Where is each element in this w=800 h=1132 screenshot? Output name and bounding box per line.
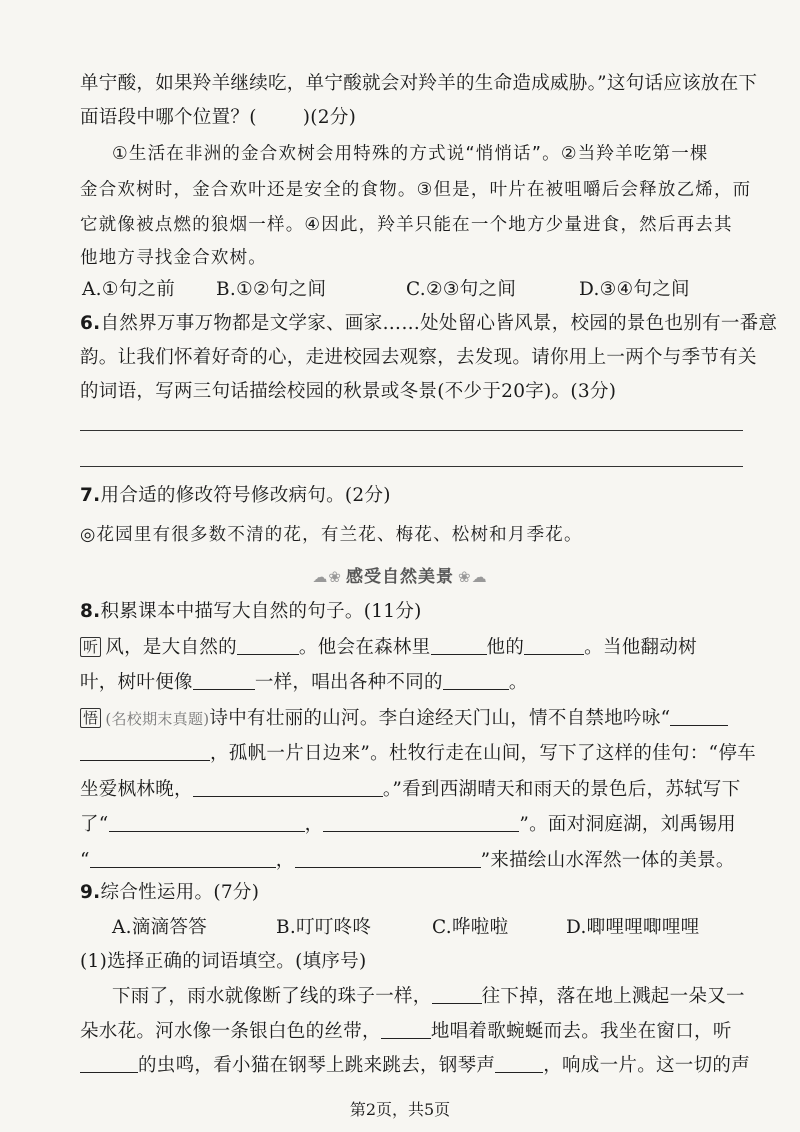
q9-option-d: D.唧哩哩唧哩哩	[566, 917, 700, 938]
blank[interactable]	[80, 1054, 138, 1073]
cloud-left-icon: ☁❀	[312, 568, 342, 586]
q9-para-line-2	[80, 1020, 732, 1044]
q5-line-1: 单宁酸，如果羚羊继续吃，单宁酸就会对羚羊的生命造成威胁。”这句话应该放在下	[80, 73, 758, 94]
exam-source-tag: (名校期末真题)	[105, 710, 210, 728]
q8-wu-line-2	[80, 742, 756, 766]
q8-w4c: ”。面对洞庭湖，刘禹锡用	[519, 814, 736, 835]
q6-answer-line-1[interactable]	[80, 430, 743, 431]
q5-passage-line-4: 他地方寻找金合欢树。	[80, 248, 267, 268]
q7-sentence: ◎花园里有很多数不清的花，有兰花、梅花、松树和月季花。	[80, 525, 583, 545]
q6-line-1	[80, 312, 777, 336]
blank[interactable]	[80, 742, 210, 761]
q8-w5a: “	[80, 850, 90, 871]
cloud-right-icon: ❀☁	[458, 568, 488, 586]
blank[interactable]	[323, 813, 519, 832]
q5-passage-line-3: 它就像被点燃的狼烟一样。④因此，羚羊只能在一个地方少量进食，然后再去其	[80, 215, 733, 235]
q8-ting-line-1	[80, 636, 697, 660]
q8-t1c: 他的	[486, 637, 525, 658]
q9-line-1	[80, 881, 259, 905]
q8-w5b: ，	[275, 850, 295, 871]
section-title-text: 感受自然美景	[346, 567, 454, 587]
q6-number: 6.	[80, 313, 101, 334]
wu-badge: 悟	[80, 708, 101, 728]
q7-line-1	[80, 484, 391, 508]
q8-t1b: 。他会在森林里	[298, 637, 431, 658]
q5-option-d: D.③④句之间	[579, 279, 690, 300]
q8-t2c: 。	[508, 672, 528, 693]
q8-w3a: 坐爱枫林晚，	[80, 779, 193, 800]
q9-option-a: A.滴滴答答	[112, 917, 208, 938]
q8-w1: 诗中有壮丽的山河。李白途经天门山，情不自禁地吟咏“	[209, 708, 671, 729]
q9-p1a: 下雨了，雨水就像断了线的珠子一样，	[112, 986, 432, 1007]
section-title	[0, 562, 800, 587]
blank[interactable]	[431, 636, 487, 655]
q8-ting-line-2	[80, 671, 528, 695]
blank[interactable]	[432, 985, 482, 1004]
q8-number: 8.	[80, 601, 101, 622]
q5-passage-line-1: ①生活在非洲的金合欢树会用特殊的方式说“悄悄话”。②当羚羊吃第一棵	[112, 144, 709, 164]
q8-w5c: ”来描绘山水浑然一体的美景。	[480, 850, 735, 871]
q9-number: 9.	[80, 882, 101, 903]
q5-passage-line-2: 金合欢树时，金合欢叶还是安全的食物。③但是，叶片在被咀嚼后会释放乙烯，而	[80, 180, 752, 200]
q9-p2a: 朵水花。河水像一条银白色的丝带，	[80, 1021, 381, 1042]
q9-p3c: ，响成一片。这一切的声	[543, 1055, 751, 1076]
q8-wu-line-4	[80, 813, 736, 837]
q6-line-2: 韵。让我们怀着好奇的心，走进校园去观察，去发现。请你用上一两个与季节有关	[80, 347, 757, 368]
q8-w3b: 。”看到西湖晴天和雨天的景色后，苏轼写下	[382, 779, 741, 800]
q8-wu-line-3	[80, 778, 741, 802]
blank[interactable]	[237, 636, 299, 655]
blank[interactable]	[193, 778, 383, 797]
blank[interactable]	[193, 671, 255, 690]
q5-line-2	[80, 106, 356, 130]
q8-t2b: 一样，唱出各种不同的	[254, 672, 443, 693]
blank[interactable]	[670, 707, 728, 726]
q9-para-line-3	[80, 1054, 750, 1078]
blank[interactable]	[495, 1054, 543, 1073]
q9-option-b: B.叮叮咚咚	[276, 917, 372, 938]
q8-wu-line-5	[80, 849, 735, 873]
q5-option-c: C.②③句之间	[406, 279, 517, 300]
q7-text: 用合适的修改符号修改病句。(2分)	[100, 485, 391, 506]
q8-w4a: 了“	[80, 814, 109, 835]
q6-text-1: 自然界万事万物都是文学家、画家……处处留心皆风景，校园的景色也别有一番意	[100, 313, 778, 334]
q5-score: )(2分)	[302, 107, 357, 128]
ting-badge: 听	[80, 637, 101, 657]
blank[interactable]	[443, 671, 509, 690]
blank[interactable]	[90, 849, 276, 868]
q9-text: 综合性运用。(7分)	[100, 882, 260, 903]
q8-t2a: 叶，树叶便像	[80, 672, 193, 693]
q8-t1a: 风，是大自然的	[105, 637, 237, 658]
q9-sub-1: (1)选择正确的词语填空。(填序号)	[80, 951, 367, 972]
q9-p1b: 往下掉，落在地上溅起一朵又一	[481, 986, 745, 1007]
q9-option-c: C.哗啦啦	[432, 917, 509, 938]
blank[interactable]	[109, 813, 305, 832]
q9-p3b: 的虫鸣，看小猫在钢琴上跳来跳去，钢琴声	[138, 1055, 496, 1076]
q5-option-b: B.①②句之间	[216, 279, 327, 300]
q8-wu-line-1	[80, 707, 728, 731]
q8-line-1	[80, 600, 422, 624]
q8-text: 积累课本中描写大自然的句子。(11分)	[100, 601, 422, 622]
q6-line-3: 的词语，写两三句话描绘校园的秋景或冬景(不少于20字)。(3分)	[80, 381, 617, 402]
q7-number: 7.	[80, 485, 101, 506]
page-number: 第2页，共5页	[349, 1100, 451, 1119]
q9-para-line-1	[112, 985, 745, 1009]
blank[interactable]	[524, 636, 584, 655]
q6-answer-line-2[interactable]	[80, 466, 743, 467]
q8-w4b: ，	[304, 814, 324, 835]
q5-prompt: 面语段中哪个位置？(	[80, 107, 257, 128]
q8-t1d: 。当他翻动树	[584, 637, 697, 658]
q9-p2b: 地唱着歌蜿蜒而去。我坐在窗口，听	[430, 1021, 732, 1042]
blank[interactable]	[295, 849, 481, 868]
blank[interactable]	[381, 1020, 431, 1039]
q8-w2: ，孤帆一片日边来”。杜牧行走在山间，写下了这样的佳句：“停车	[210, 743, 756, 764]
q5-option-a: A.①句之前	[82, 279, 176, 300]
